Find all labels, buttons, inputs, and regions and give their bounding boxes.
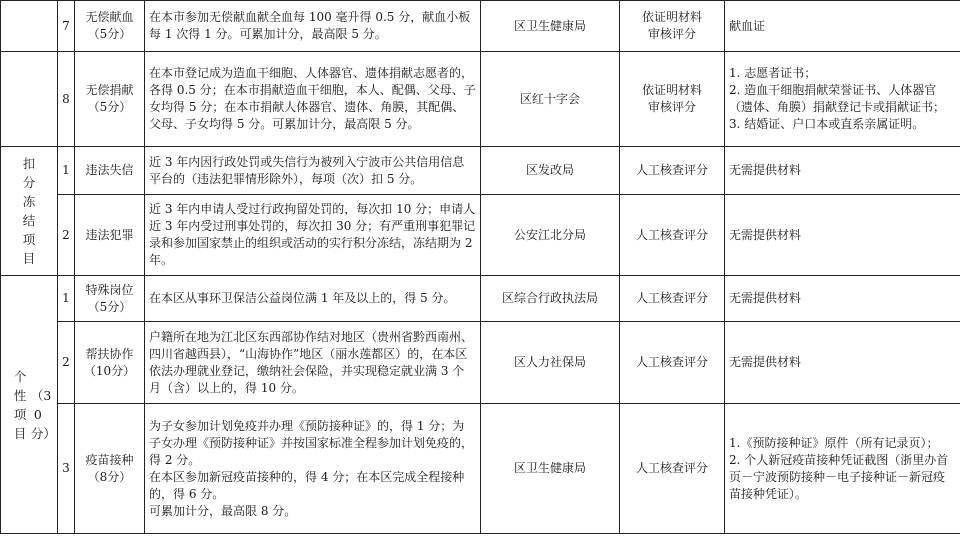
department: 区卫生健康局	[481, 1, 620, 52]
required-materials: 1.《预防接种证》原件（所有记录页）； 2. 个人新冠疫苗接种凭证截图（浙里办首页－宁波预防接种－电子接种证－新冠疫苗接种凭证）。	[725, 404, 960, 534]
row-number: 3	[58, 404, 75, 534]
department: 区人力社保局	[481, 322, 620, 404]
scoring-method: 人工核查评分	[620, 404, 725, 534]
item-name: 疫苗接种 （8分）	[75, 404, 145, 534]
item-name: 无偿献血 （5分）	[75, 1, 145, 52]
item-name: 特殊岗位 （5分）	[75, 276, 145, 322]
required-materials: 无需提供材料	[725, 322, 960, 404]
department: 区红十字会	[481, 52, 620, 147]
table-row	[1, 322, 960, 404]
scoring-rule: 在本区从事环卫保洁公益岗位满 1 年及以上的，得 5 分。	[145, 276, 481, 322]
scoring-rule: 在本市登记成为造血干细胞、人体器官、遗体捐献志愿者的，各得 0.5 分；在本市捐献造血干细胞，本人、配偶、父母、子女均得 5 分；在本市捐献人体器官、遗体、角膜，其配偶、父母、子女均得 5 分。可累加计分，最高限 5 分。	[145, 52, 481, 147]
scoring-rule: 为子女参加计划免疫并办理《预防接种证》的，得 1 分；为子女办理《预防接种证》并按国家标准全程参加计划免疫的，得 2 分。 在本区参加新冠疫苗接种的，得 4 分；在本区完成全程接种的，得 6 分。 可累加计分，最高限 8 分。	[145, 404, 481, 534]
row-number: 7	[58, 1, 75, 52]
table-row	[1, 1, 960, 52]
item-name: 无偿捐献 （5分）	[75, 52, 145, 147]
required-materials: 无需提供材料	[725, 147, 960, 195]
required-materials: 1. 志愿者证书； 2. 造血干细胞捐献荣誉证书、人体器官（遗体、角膜）捐献登记卡或捐献证书； 3. 结婚证、户口本或直系亲属证明。	[725, 52, 960, 147]
scoring-method: 人工核查评分	[620, 276, 725, 322]
scoring-method: 人工核查评分	[620, 147, 725, 195]
required-materials: 无需提供材料	[725, 195, 960, 276]
table-row	[1, 276, 960, 322]
scoring-rule: 近 3 年内申请人受过行政拘留处罚的，每次扣 10 分；申请人近 3 年内受过刑事处罚的，每次扣 30 分；有严重刑事犯罪记录和参加国家禁止的组织或活动的实行积分冻结，冻结期为 2 年。	[145, 195, 481, 276]
item-name: 帮扶协作 （10分）	[75, 322, 145, 404]
row-number: 2	[58, 322, 75, 404]
table-row	[1, 404, 960, 534]
required-materials: 献血证	[725, 1, 960, 52]
row-number: 1	[58, 147, 75, 195]
department: 区卫生健康局	[481, 404, 620, 534]
table-row	[1, 52, 960, 147]
category-cell-empty	[1, 1, 58, 52]
scoring-method: 依证明材料 审核评分	[620, 52, 725, 147]
department: 公安江北分局	[481, 195, 620, 276]
category-personal: 个性项目 （30分）	[1, 276, 58, 534]
scoring-method: 人工核查评分	[620, 195, 725, 276]
scoring-method: 依证明材料 审核评分	[620, 1, 725, 52]
department: 区发改局	[481, 147, 620, 195]
item-name: 违法犯罪	[75, 195, 145, 276]
department: 区综合行政执法局	[481, 276, 620, 322]
row-number: 8	[58, 52, 75, 147]
row-number: 2	[58, 195, 75, 276]
scoring-rule: 户籍所在地为江北区东西部协作结对地区（贵州省黔西南州、四川省越西县），“山海协作”地区（丽水莲都区）的，在本区依法办理就业登记，缴纳社会保险，并实现稳定就业满 3 个月（含）以上的，得 10 分。	[145, 322, 481, 404]
row-number: 1	[58, 276, 75, 322]
scoring-rule: 近 3 年内因行政处罚或失信行为被列入宁波市公共信用信息平台的（违法犯罪情形除外），每项（次）扣 5 分。	[145, 147, 481, 195]
category-deduct-freeze: 扣分冻结项目	[1, 147, 58, 276]
table-row	[1, 195, 960, 276]
category-cell-empty	[1, 52, 58, 147]
scoring-method: 人工核查评分	[620, 322, 725, 404]
item-name: 违法失信	[75, 147, 145, 195]
scoring-rule: 在本市参加无偿献血献全血每 100 毫升得 0.5 分，献血小板每 1 次得 1 分。可累加计分，最高限 5 分。	[145, 1, 481, 52]
required-materials: 无需提供材料	[725, 276, 960, 322]
table-row	[1, 147, 960, 195]
